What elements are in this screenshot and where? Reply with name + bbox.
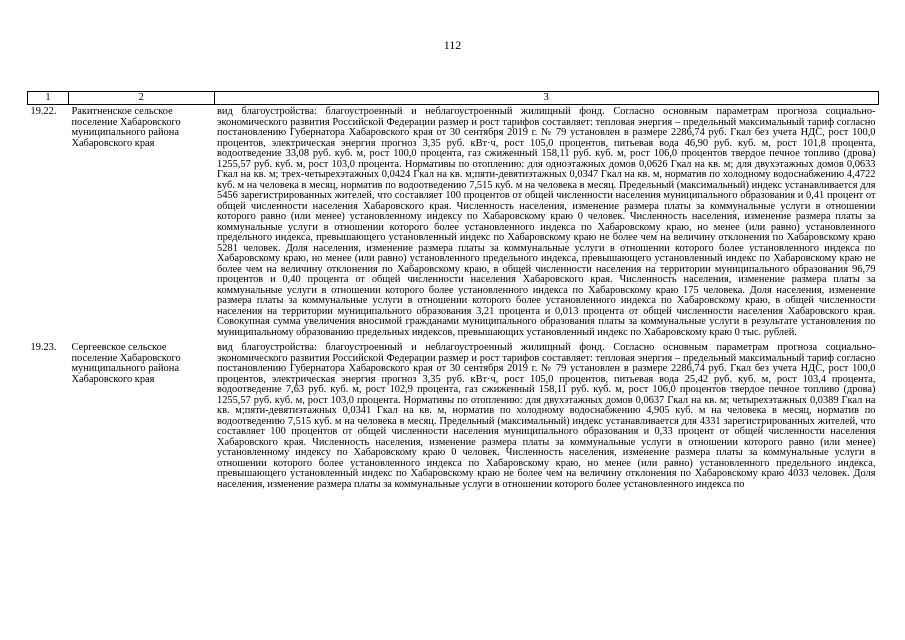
tariff-table — [27, 91, 879, 493]
tariff-description: вид благоустройства: благоустроенный и неблагоустроенный жилищный фонд. Согласно основным параметрам прогноза социально-экономического развития Российской Федерации размер и рост тарифов составляет: тепловая энергия – предельный максимальный тариф согласно постановлению Губернатора Хабаровского края от 30 сентября 2019 г. № 79 установлен в размере 2286,74 руб. Гкал без учета НДС, рост 100,0 процентов, электрическая энергия прогноз 3,35 руб. кВт·ч, рост 105,0 процентов, питьевая вода 46,90 руб. куб. м, рост 101,8 процента, водоотведение 33,08 руб. куб. м, рост 100,0 процента, газ сжиженный 158,11 руб. куб. м, рост 106,0 процентов твердое печное топливо (дрова) 1255,57 руб. куб. м, рост 103,0 процента. Нормативы по отоплению: для одноэтажных домов 0,0626 Гкал на кв. м; для двухэтажных домов 0,0633 Гкал на кв. м; трех-четырехэтажных 0,0424 Гкал на кв. м;пяти-девятиэтажных 0,0347 Гкал на кв. м, норматив по холодному водоснабжению 4,4722 куб. м на человека в месяц, норматив по водоотведению 7,515 куб. м на человека в месяц. Предельный (максимальный) индекс устанавливается для 5456 зарегистрированных жителей, что составляет 100 процентов от общей численности населения муниципального образования и 0,41 процент от общей численности населения Хабаровского края. Численность населения, изменение размера платы за коммунальные услуги в отношении которого равно (или менее) установленному индексу по Хабаровскому краю 0 человек. Численность населения, изменение размера платы за коммунальные услуги в отношении которого более установленного индекса по Хабаровскому краю, но менее (или равно) установленного предельного индекса, превышающего установленный индекс по Хабаровскому краю не более чем на величину отклонения по Хабаровскому краю 5281 человек. Доля населения, изменение размера платы за коммунальные услуги в отношении которого более установленного индекса по Хабаровскому краю, но менее (или равно) установленного предельного индекса, превышающего установленный индекс по Хабаровскому краю не более чем на величину отклонения по Хабаровскому краю, в общей численности населения на территории муниципального образования 96,79 процентов и 0,40 процента от общей численности населения Хабаровского края. Численность населения, изменение размера платы за коммунальные услуги в отношении которого более установленного индекса по Хабаровскому краю 175 человека. Доля населения, изменение размера платы за коммунальные услуги в отношении которого более установленного индекса по Хабаровскому краю, в общей численности населения на территории муниципального образования 3,21 процента и 0,013 процента от общей численности населения Хабаровского края. Совокупная сумма увеличения вносимой гражданами муниципального образования платы за коммунальные услуги в результате установления по муниципальному образованию предельных индексов, превышающих установленный индекс по Хабаровскому краю 0 тыс. рублей. — [217, 106, 876, 338]
table-row — [28, 105, 879, 342]
tariff-description: вид благоустройства: благоустроенный и неблагоустроенный жилищный фонд. Согласно основным параметрам прогноза социально-экономического развития Российской Федерации размер и рост тарифов составляет: тепловая энергия – предельный максимальный тариф согласно постановлению Губернатора Хабаровского края от 30 сентября 2019 г. № 79 установлен в размере 2286,74 руб. Гкал без учета НДС, рост 100,0 процентов, электрическая энергия прогноз 3,35 руб. кВт·ч, рост 105,0 процентов, питьевая вода 25,42 руб. куб. м, рост 103,4 процента, водоотведение 7,63 руб. куб. м, рост 102,9 процента, газ сжиженный 158,11 руб. куб. м, рост 106,0 процентов твердое печное топливо (дрова) 1255,57 руб. куб. м, рост 103,0 процента. Нормативы по отоплению: для двухэтажных домов 0,0637 Гкал на кв. м; четырехэтажных 0,0389 Гкал на кв. м;пяти-девятиэтажных 0,0341 Гкал на кв. м, норматив по холодному водоснабжению 4,905 куб. м на человека в месяц, норматив по водоотведению 7,515 куб. м на человека в месяц. Предельный (максимальный) индекс устанавливается для 4331 зарегистрированных жителей, что составляет 100 процентов от общей численности населения муниципального образования и 0,33 процент от общей численности населения Хабаровского края. Численность населения, изменение размера платы за коммунальные услуги в отношении которого равно (или менее) установленному индексу по Хабаровскому краю 0 человек. Численность населения, изменение размера платы за коммунальные услуги в отношении которого более установленного индекса по Хабаровскому краю, но менее (или равно) установленного предельного индекса, превышающего установленный индекс по Хабаровскому краю не более чем на величину отклонения по Хабаровскому краю 4033 человек. Доля населения, изменение размера платы за коммунальные услуги в отношении которого более установленного индекса по — [217, 342, 876, 490]
column-header-3: 3 — [214, 92, 878, 105]
page-number: 112 — [443, 38, 462, 52]
row-number: 19.23. — [30, 342, 57, 353]
settlement-name: Ракитненское сельское поселение Хабаровского муниципального района Хабаровского края — [71, 106, 181, 149]
table-row — [28, 341, 879, 493]
column-header-1: 1 — [28, 92, 69, 105]
table-header-row — [28, 92, 879, 105]
row-number: 19.22. — [30, 106, 57, 117]
settlement-name: Сергеевское сельское поселение Хабаровского муниципального района Хабаровского края — [71, 342, 181, 385]
column-header-2: 2 — [68, 92, 214, 105]
